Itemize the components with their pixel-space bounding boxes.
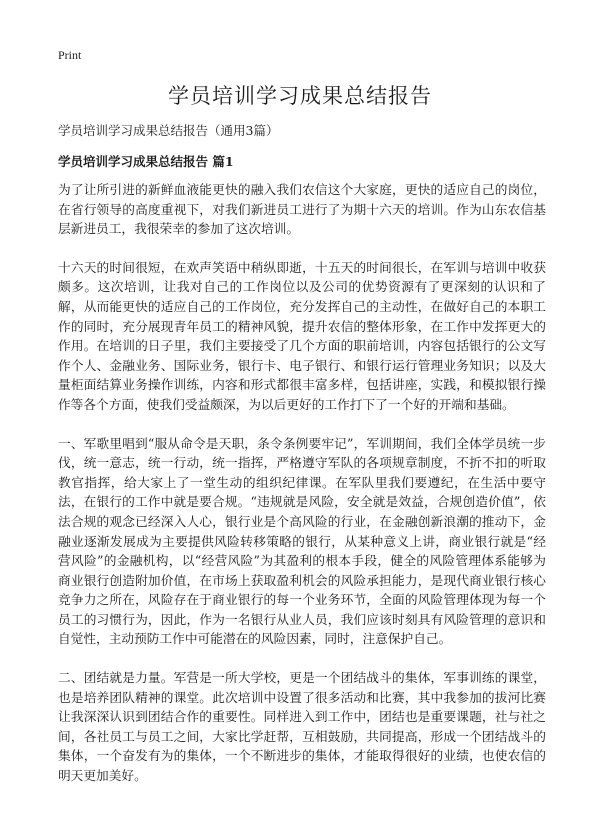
document-body [58,180,546,805]
document-subtitle: 学员培训学习成果总结报告（通用3篇） [58,123,279,138]
body-paragraph-point-one: 一、军歌里唱到“服从命令是天职，条令条例要牢记”，军训期间，我们全体学员统一步伐，统一意志，统一行动，统一指挥，严格遵守军队的各项规章制度，不折不扣的听取教官指挥，给大家上了一堂生动的组织纪律课。在军队里我们要遵纪，在生活中要守法，在银行的工作中就是要合规。“违规就是风险，安全就是效益，合规创造价值”，依法合规的观念已经深入人心，银行业是个高风险的行业，在金融创新浪潮的推动下，金融业逐渐发展成为主要提供风险转移策略的银行，从某种意义上讲，商业银行就是“经营风险”的金融机构，以“经营风险”为其盈利的根本手段，健全的风险管理体系能够为商业银行创造附加价值，在市场上获取盈利机会的风险承担能力，是现代商业银行核心竞争力之所在，风险存在于商业银行的每一个业务环节，全面的风险管理体现为每一个员工的习惯行为，因此，作为一名银行从业人员，我们应该时刻具有风险管理的意识和自觉性，主动预防工作中可能潜在的风险因素，同时，注意保护自己。 [58,435,546,647]
print-link[interactable]: Print [58,48,82,62]
body-paragraph-intro: 为了让所引进的新鲜血液能更快的融入我们农信这个大家庭，更快的适应自己的岗位，在省行领导的高度重视下，对我们新进员工进行了为期十六天的培训。作为山东农信基层新进员工，我很荣幸的参加了这次培训。 [58,182,546,237]
body-paragraph-overview: 十六天的时间很短，在欢声笑语中稍纵即逝，十五天的时间很长，在军训与培训中收获颇多。这次培训，让我对自己的工作岗位以及公司的优势资源有了更深刻的认识和了解，从而能更快的适应自己的工作岗位，充分发挥自己的主动性，在做好自己的本职工作的同时，充分展现青年员工的精神风貌，提升农信的整体形象，在工作中发挥更大的作用。在培训的日子里，我们主要接受了几个方面的职前培训，内容包括银行的公文写作个人、金融业务、国际业务，银行卡、电子银行、和银行运行管理业务知识；以及大量柜面结算业务操作训练，内容和形式都很丰富多样，包括讲座，实践，和模拟银行操作等各个方面，使我们受益颇深，为以后更好的工作打下了一个好的开端和基础。 [58,259,546,412]
document-title: 学员培训学习成果总结报告 [168,84,432,108]
section-heading: 学员培训学习成果总结报告 篇1 [58,154,234,169]
body-paragraph-point-two: 二、团结就是力量。军营是一所大学校，更是一个团结战斗的集体，军事训练的课堂，也是培养团队精神的课堂。此次培训中设置了很多活动和比赛，其中我参加的拔河比赛让我深深认识到团结合作的重要性。同样进入到工作中，团结也是重要课题，社与社之间，各社员工与员工之间，大家比学赶帮，互相鼓励，共同提高，形成一个团结战斗的集体，一个奋发有为的集体，一个不断进步的集体，才能取得很好的业绩，也使农信的明天更加美好。 [58,670,546,784]
